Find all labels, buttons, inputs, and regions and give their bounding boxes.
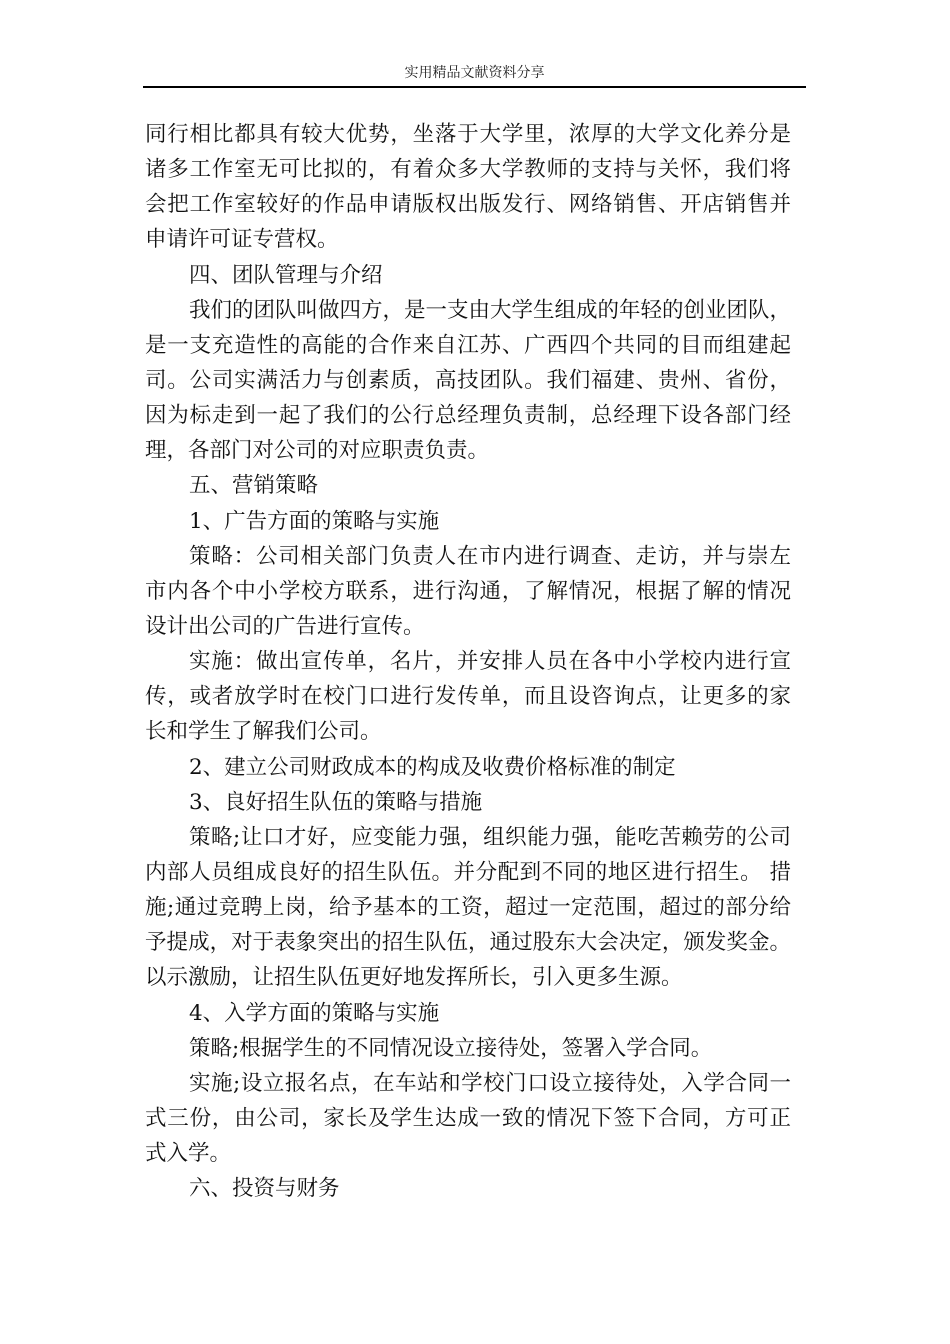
text-line: 实施;设立报名点，在车站和学校门口设立接待处，入学合同一 — [189, 1070, 791, 1096]
text-line: 策略：公司相关部门负责人在市内进行调查、走访，并与崇左 — [189, 543, 791, 569]
text-line: 策略;让口才好，应变能力强，组织能力强，能吃苦赖劳的公司 — [189, 824, 791, 850]
subsection-heading: 1、广告方面的策略与实施 — [189, 508, 440, 534]
section-heading: 六、投资与财务 — [189, 1176, 340, 1202]
section-heading: 五、营销策略 — [189, 473, 319, 499]
page-header-title: 实用精品文献资料分享 — [404, 65, 545, 81]
text-line: 司。公司实满活力与创素质，高技团队。我们福建、贵州、省份， — [145, 367, 791, 393]
text-line: 以示激励，让招生队伍更好地发挥所长，引入更多生源。 — [145, 965, 683, 991]
text-line: 传，或者放学时在校门口进行发传单，而且设咨询点，让更多的家 — [145, 684, 791, 710]
text-line: 式入学。 — [145, 1141, 232, 1167]
text-line: 是一支充造性的高能的合作来自江苏、广西四个共同的目而组建起 — [145, 332, 791, 358]
text-line: 式三份，由公司，家长及学生达成一致的情况下签下合同，方可正 — [145, 1105, 791, 1131]
text-line: 予提成，对于表象突出的招生队伍，通过股东大会决定，颁发奖金。 — [145, 930, 791, 956]
text-line: 申请许可证专营权。 — [145, 227, 339, 253]
text-line: 同行相比都具有较大优势，坐落于大学里，浓厚的大学文化养分是 — [145, 122, 791, 147]
text-line: 策略;根据学生的不同情况设立接待处，签署入学合同。 — [189, 1035, 713, 1061]
text-line: 理，各部门对公司的对应职责负责。 — [145, 438, 490, 464]
text-line: 设计出公司的广告进行宣传。 — [145, 613, 425, 639]
text-line: 会把工作室较好的作品申请版权出版发行、网络销售、开店销售并 — [145, 192, 791, 218]
text-line: 内部人员组成良好的招生队伍。并分配到不同的地区进行招生。 措 — [145, 859, 791, 885]
subsection-heading: 4、入学方面的策略与实施 — [189, 1000, 440, 1026]
header-divider — [143, 86, 806, 88]
text-line: 施;通过竞聘上岗，给予基本的工资，超过一定范围，超过的部分给 — [145, 895, 791, 921]
text-line: 因为标走到一起了我们的公行总经理负责制，总经理下设各部门经 — [145, 403, 791, 429]
subsection-heading: 2、建立公司财政成本的构成及收费价格标准的制定 — [189, 754, 676, 780]
text-line: 长和学生了解我们公司。 — [145, 719, 382, 745]
text-line: 我们的团队叫做四方，是一支由大学生组成的年轻的创业团队， — [189, 297, 791, 323]
text-line: 实施：做出宣传单，名片，并安排人员在各中小学校内进行宣 — [189, 649, 791, 675]
document-body — [145, 117, 791, 1206]
text-line: 市内各个中小学校方联系，进行沟通，了解情况，根据了解的情况 — [145, 578, 791, 604]
text-line: 诸多工作室无可比拟的，有着众多大学教师的支持与关怀，我们将 — [145, 157, 791, 183]
subsection-heading: 3、良好招生队伍的策略与措施 — [189, 789, 483, 815]
section-heading: 四、团队管理与介绍 — [189, 262, 383, 288]
